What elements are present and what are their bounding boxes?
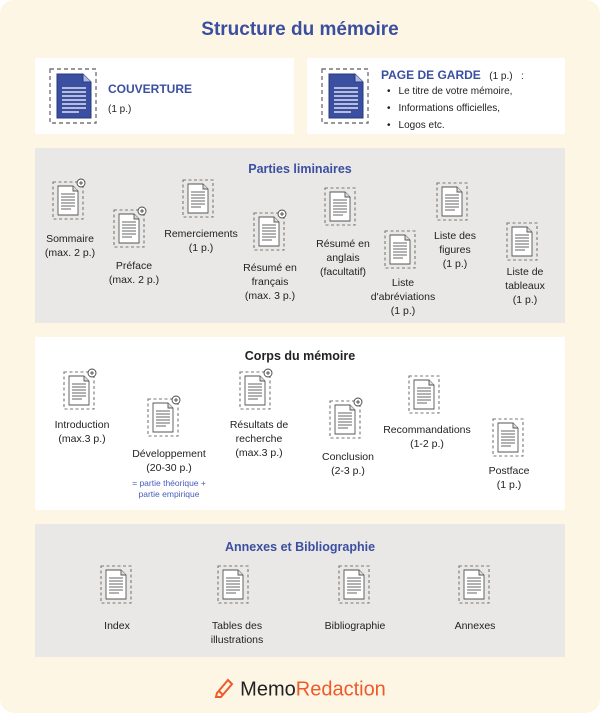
- item-label-line: Annexes: [454, 620, 496, 632]
- item-label-line: Résultats de: [229, 419, 289, 431]
- item-label-line: (max. 2 p.): [108, 274, 160, 286]
- document-icon: [239, 368, 269, 406]
- document-icon: [408, 372, 438, 410]
- item-label-line: (1 p.): [512, 294, 538, 306]
- item-label-line: (2-3 p.): [331, 465, 365, 477]
- document-icon: [100, 562, 130, 600]
- item-label-line: Remerciements: [164, 228, 238, 240]
- item-label-line: d'abréviations: [370, 291, 436, 303]
- item-label: [132, 447, 206, 475]
- item-label-line: (max.3 p.): [235, 447, 283, 459]
- item-label-line: Introduction: [54, 419, 110, 431]
- item-label-line: Résumé en: [316, 238, 370, 250]
- document-icon: [217, 562, 247, 600]
- document-icon: [253, 209, 283, 247]
- item-note-line: = partie théorique +: [132, 478, 206, 488]
- item-note: [132, 478, 206, 500]
- item-label-line: (facultatif): [319, 266, 367, 278]
- document-icon: [458, 562, 488, 600]
- page-de-garde-card: [307, 58, 565, 134]
- item-label: [489, 464, 530, 492]
- item-label: [325, 619, 386, 633]
- item-label-line: (max.3 p.): [58, 433, 106, 445]
- item-label: [371, 276, 435, 318]
- item-label-line: (1 p.): [442, 258, 468, 270]
- logo-part2: Redaction: [295, 678, 386, 701]
- page-title: Structure du mémoire: [201, 19, 399, 40]
- page-de-garde-document-icon: [321, 68, 369, 129]
- item-label-line: tableaux: [505, 280, 545, 292]
- item-label-line: Sommaire: [46, 233, 94, 245]
- item-note-line: partie empirique: [138, 489, 200, 499]
- item-label: [243, 261, 297, 303]
- document-icon: [506, 219, 536, 257]
- list-item: • Logos etc.: [387, 117, 512, 134]
- list-item: • Informations officielles,: [387, 100, 512, 117]
- annexes-title: Annexes et Bibliographie: [224, 540, 376, 554]
- item-label-line: (20-30 p.): [146, 462, 192, 474]
- item-label: [505, 265, 545, 307]
- item-label-line: (max. 3 p.): [244, 290, 296, 302]
- item-label: [211, 619, 264, 647]
- item-label: [383, 423, 471, 451]
- page-de-garde-list: [387, 83, 512, 134]
- item-label-line: Résumé en: [243, 262, 297, 274]
- item-label-line: Développement: [132, 448, 206, 460]
- document-icon: [52, 178, 82, 216]
- item-label: [455, 619, 496, 633]
- document-icon: [182, 176, 212, 214]
- item-label-line: illustrations: [210, 634, 264, 646]
- item-label-line: Liste des: [433, 230, 477, 242]
- item-label-line: (1 p.): [496, 479, 522, 491]
- document-icon: [436, 179, 466, 217]
- corps-title: Corps du mémoire: [244, 349, 356, 363]
- page-de-garde-colon: :: [521, 71, 524, 82]
- item-label: [164, 227, 238, 255]
- item-label-line: (1 p.): [390, 305, 416, 317]
- document-icon: [147, 395, 177, 433]
- item-label-line: Bibliographie: [324, 620, 386, 632]
- page-de-garde-pages: (1 p.): [489, 71, 513, 82]
- couverture-pages: (1 p.): [108, 104, 132, 115]
- couverture-card: [35, 58, 294, 134]
- item-label-line: recherche: [235, 433, 283, 445]
- item-label: [109, 259, 159, 287]
- couverture-label: COUVERTURE: [108, 82, 193, 96]
- parties-liminaires-title: Parties liminaires: [248, 162, 352, 176]
- document-icon: [113, 206, 143, 244]
- memoredaction-logo: [0, 676, 600, 704]
- item-label: [316, 237, 370, 279]
- logo-part1: Memo: [240, 678, 296, 701]
- item-label: [104, 619, 130, 633]
- item-label-line: Conclusion: [322, 451, 374, 463]
- pencil-icon: [214, 676, 236, 704]
- document-icon: [329, 397, 359, 435]
- document-icon: [338, 562, 368, 600]
- item-label-line: Index: [104, 620, 130, 632]
- item-label: [434, 229, 476, 271]
- document-icon: [492, 415, 522, 453]
- page-de-garde-label: PAGE DE GARDE: [381, 68, 481, 82]
- item-label: [230, 418, 288, 460]
- item-label-line: (1-2 p.): [410, 438, 444, 450]
- list-item: • Le titre de votre mémoire,: [387, 83, 512, 100]
- item-label-line: Recommandations: [383, 424, 471, 436]
- item-label-line: Préface: [115, 260, 153, 272]
- document-icon: [324, 184, 354, 222]
- couverture-document-icon: [49, 68, 97, 129]
- item-label-line: Postface: [488, 465, 530, 477]
- corps-section: [35, 337, 565, 510]
- item-label-line: anglais: [326, 252, 360, 264]
- item-label: [55, 418, 110, 446]
- item-label-line: Liste de: [506, 266, 544, 278]
- item-label-line: Liste: [391, 277, 415, 289]
- item-label: [45, 232, 95, 260]
- item-label: [322, 450, 374, 478]
- document-icon: [63, 368, 93, 406]
- item-label-line: français: [251, 276, 289, 288]
- document-icon: [384, 227, 414, 265]
- item-label-line: Tables des: [211, 620, 263, 632]
- item-label-line: figures: [439, 244, 471, 256]
- item-label-line: (max. 2 p.): [44, 247, 96, 259]
- item-label-line: (1 p.): [188, 242, 214, 254]
